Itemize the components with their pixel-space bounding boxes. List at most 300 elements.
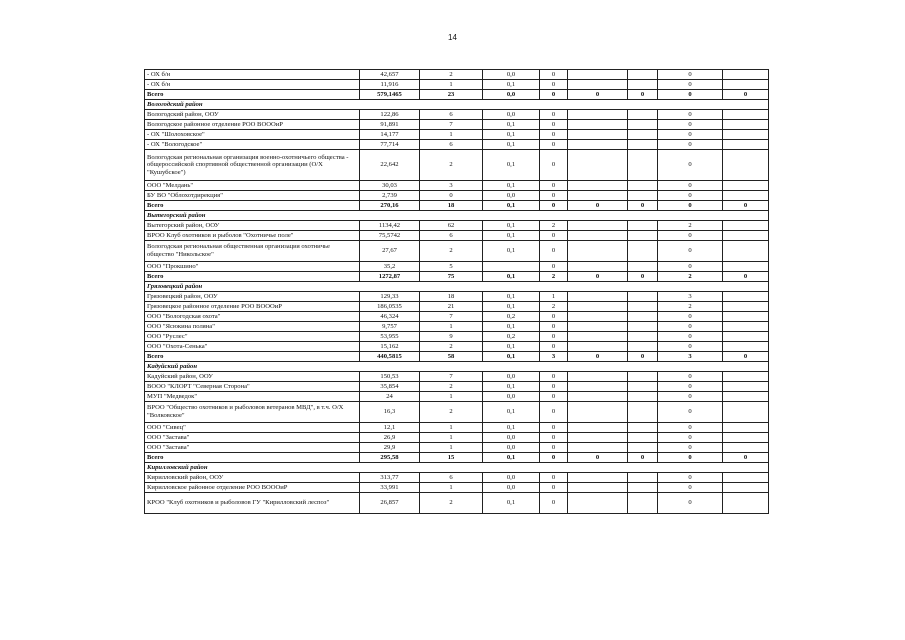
col7-cell: 0 <box>658 402 723 423</box>
organization-name: ООО "Прокшино" <box>145 262 360 272</box>
district-header-row <box>145 463 769 473</box>
area-cell: 9,757 <box>360 322 420 332</box>
col4-cell: 0 <box>540 382 568 392</box>
density-cell: 0,0 <box>483 90 540 100</box>
density-cell: 0,1 <box>483 402 540 423</box>
col6-cell <box>628 382 658 392</box>
col7-cell: 0 <box>658 90 723 100</box>
density-cell: 0,1 <box>483 221 540 231</box>
table-row <box>145 292 769 302</box>
col4-cell: 0 <box>540 322 568 332</box>
col4-cell: 0 <box>540 90 568 100</box>
col5-cell <box>568 312 628 322</box>
table-row <box>145 402 769 423</box>
col8-cell <box>723 342 769 352</box>
col4-cell: 0 <box>540 262 568 272</box>
col6-cell <box>628 191 658 201</box>
count-cell: 7 <box>420 120 483 130</box>
count-cell: 2 <box>420 382 483 392</box>
area-cell: 186,0535 <box>360 302 420 312</box>
col5-cell <box>568 80 628 90</box>
density-cell: 0,1 <box>483 181 540 191</box>
organization-name: - ОХ б/н <box>145 80 360 90</box>
total-row <box>145 90 769 100</box>
table-row <box>145 473 769 483</box>
table-row <box>145 140 769 150</box>
col7-cell: 0 <box>658 130 723 140</box>
count-cell: 1 <box>420 392 483 402</box>
count-cell: 2 <box>420 70 483 80</box>
count-cell: 1 <box>420 80 483 90</box>
col7-cell: 0 <box>658 473 723 483</box>
col7-cell: 0 <box>658 140 723 150</box>
density-cell: 0,1 <box>483 382 540 392</box>
col6-cell <box>628 110 658 120</box>
table-row <box>145 302 769 312</box>
col5-cell <box>568 423 628 433</box>
col4-cell: 0 <box>540 120 568 130</box>
count-cell: 9 <box>420 332 483 342</box>
district-header-row <box>145 362 769 372</box>
col4-cell: 0 <box>540 372 568 382</box>
count-cell: 1 <box>420 322 483 332</box>
organization-name: Всего <box>145 201 360 211</box>
col5-cell <box>568 433 628 443</box>
organization-name: Кирилловский район, ООУ <box>145 473 360 483</box>
table-row <box>145 241 769 262</box>
col5-cell <box>568 241 628 262</box>
density-cell: 0,1 <box>483 201 540 211</box>
area-cell: 270,16 <box>360 201 420 211</box>
district-header-row <box>145 100 769 110</box>
col7-cell: 3 <box>658 352 723 362</box>
count-cell: 2 <box>420 493 483 514</box>
col5-cell <box>568 181 628 191</box>
count-cell: 2 <box>420 342 483 352</box>
density-cell: 0,1 <box>483 231 540 241</box>
organization-name: ООО "Мелдань" <box>145 181 360 191</box>
col7-cell: 0 <box>658 80 723 90</box>
col5-cell <box>568 262 628 272</box>
table-row <box>145 332 769 342</box>
table-row <box>145 443 769 453</box>
col7-cell: 0 <box>658 453 723 463</box>
count-cell: 6 <box>420 231 483 241</box>
col4-cell: 0 <box>540 201 568 211</box>
district-header-filler <box>360 362 769 372</box>
area-cell: 2,739 <box>360 191 420 201</box>
area-cell: 122,86 <box>360 110 420 120</box>
col4-cell: 0 <box>540 392 568 402</box>
count-cell: 1 <box>420 483 483 493</box>
col4-cell: 0 <box>540 231 568 241</box>
col4-cell: 0 <box>540 191 568 201</box>
density-cell: 0,1 <box>483 80 540 90</box>
col4-cell: 0 <box>540 342 568 352</box>
col6-cell <box>628 241 658 262</box>
table-row <box>145 80 769 90</box>
table-row <box>145 483 769 493</box>
col6-cell <box>628 150 658 181</box>
table-row <box>145 262 769 272</box>
count-cell: 7 <box>420 372 483 382</box>
area-cell: 1272,87 <box>360 272 420 282</box>
col8-cell <box>723 221 769 231</box>
col5-cell <box>568 392 628 402</box>
col7-cell: 0 <box>658 382 723 392</box>
col6-cell <box>628 130 658 140</box>
col8-cell <box>723 231 769 241</box>
col7-cell: 0 <box>658 241 723 262</box>
col4-cell: 2 <box>540 221 568 231</box>
organization-name: Грязовецкий район, ООУ <box>145 292 360 302</box>
district-name: Вытегорский район <box>145 211 360 221</box>
count-cell: 23 <box>420 90 483 100</box>
col8-cell: 0 <box>723 453 769 463</box>
count-cell: 75 <box>420 272 483 282</box>
organization-name: МУП "Медведок" <box>145 392 360 402</box>
organization-name: Всего <box>145 90 360 100</box>
organization-name: ВРОО Клуб охотников и рыболов "Охотничье поле" <box>145 231 360 241</box>
count-cell: 6 <box>420 110 483 120</box>
col8-cell: 0 <box>723 352 769 362</box>
area-cell: 313,77 <box>360 473 420 483</box>
organization-name: ВООО "КЛОРТ "Северная Сторона" <box>145 382 360 392</box>
col5-cell <box>568 120 628 130</box>
col5-cell <box>568 70 628 80</box>
col5-cell <box>568 110 628 120</box>
col8-cell <box>723 181 769 191</box>
page-number: 14 <box>448 33 457 42</box>
col8-cell <box>723 292 769 302</box>
area-cell: 33,991 <box>360 483 420 493</box>
col6-cell <box>628 70 658 80</box>
density-cell: 0,0 <box>483 443 540 453</box>
district-header-row <box>145 282 769 292</box>
district-header-filler <box>360 282 769 292</box>
organization-name: Всего <box>145 272 360 282</box>
density-cell: 0,1 <box>483 292 540 302</box>
total-row <box>145 453 769 463</box>
count-cell: 18 <box>420 292 483 302</box>
col7-cell: 2 <box>658 272 723 282</box>
table-body <box>145 70 769 514</box>
table-row <box>145 322 769 332</box>
density-cell: 0,1 <box>483 352 540 362</box>
count-cell: 1 <box>420 423 483 433</box>
table-row <box>145 181 769 191</box>
col4-cell: 0 <box>540 433 568 443</box>
table-row <box>145 231 769 241</box>
col4-cell: 0 <box>540 332 568 342</box>
col4-cell: 0 <box>540 493 568 514</box>
area-cell: 16,3 <box>360 402 420 423</box>
col6-cell: 0 <box>628 90 658 100</box>
organization-name: ООО "Застава" <box>145 433 360 443</box>
col5-cell <box>568 332 628 342</box>
count-cell: 6 <box>420 140 483 150</box>
area-cell: 129,33 <box>360 292 420 302</box>
col8-cell: 0 <box>723 272 769 282</box>
organization-name: Кадуйский район, ООУ <box>145 372 360 382</box>
col4-cell: 0 <box>540 70 568 80</box>
col6-cell: 0 <box>628 272 658 282</box>
count-cell: 2 <box>420 150 483 181</box>
area-cell: 27,67 <box>360 241 420 262</box>
col4-cell: 0 <box>540 312 568 322</box>
area-cell: 42,657 <box>360 70 420 80</box>
total-row <box>145 201 769 211</box>
density-cell: 0,1 <box>483 493 540 514</box>
count-cell: 58 <box>420 352 483 362</box>
organization-name: ООО "Застава" <box>145 443 360 453</box>
col8-cell: 0 <box>723 90 769 100</box>
col8-cell <box>723 241 769 262</box>
count-cell: 5 <box>420 262 483 272</box>
table-row <box>145 130 769 140</box>
count-cell: 18 <box>420 201 483 211</box>
organization-name: Кирилловское районное отделение РОО ВОООиР <box>145 483 360 493</box>
density-cell: 0,1 <box>483 272 540 282</box>
district-header-row <box>145 211 769 221</box>
col5-cell <box>568 382 628 392</box>
density-cell: 0,1 <box>483 130 540 140</box>
col5-cell <box>568 322 628 332</box>
col8-cell <box>723 443 769 453</box>
area-cell: 440,5815 <box>360 352 420 362</box>
col8-cell <box>723 302 769 312</box>
col7-cell: 0 <box>658 392 723 402</box>
col7-cell: 0 <box>658 150 723 181</box>
area-cell: 24 <box>360 392 420 402</box>
col7-cell: 2 <box>658 302 723 312</box>
organization-name: БУ ВО "Облохотдирекция" <box>145 191 360 201</box>
col6-cell <box>628 140 658 150</box>
count-cell: 1 <box>420 443 483 453</box>
organization-name: Всего <box>145 453 360 463</box>
density-cell: 0,1 <box>483 322 540 332</box>
col5-cell <box>568 483 628 493</box>
col5-cell: 0 <box>568 453 628 463</box>
col4-cell: 2 <box>540 302 568 312</box>
area-cell: 35,2 <box>360 262 420 272</box>
organization-name: - ОХ б/н <box>145 70 360 80</box>
district-name: Кадуйский район <box>145 362 360 372</box>
col4-cell: 0 <box>540 130 568 140</box>
area-cell: 1134,42 <box>360 221 420 231</box>
col4-cell: 0 <box>540 453 568 463</box>
col5-cell: 0 <box>568 90 628 100</box>
col6-cell: 0 <box>628 352 658 362</box>
col7-cell: 0 <box>658 483 723 493</box>
district-header-filler <box>360 463 769 473</box>
area-cell: 26,9 <box>360 433 420 443</box>
col8-cell <box>723 150 769 181</box>
col7-cell: 0 <box>658 322 723 332</box>
organization-name: Грязовецкое районное отделение РОО ВОООиР <box>145 302 360 312</box>
count-cell: 15 <box>420 453 483 463</box>
area-cell: 14,177 <box>360 130 420 140</box>
col7-cell: 0 <box>658 312 723 322</box>
col6-cell <box>628 392 658 402</box>
total-row <box>145 352 769 362</box>
col4-cell: 3 <box>540 352 568 362</box>
density-cell <box>483 262 540 272</box>
count-cell: 2 <box>420 402 483 423</box>
density-cell: 0,1 <box>483 302 540 312</box>
col8-cell <box>723 473 769 483</box>
count-cell: 1 <box>420 130 483 140</box>
organization-name: Вологодская региональная организация военно-охотничьего общества - общероссийской спортивной общественной организации (О/Х "Кушубское") <box>145 150 360 181</box>
col4-cell: 0 <box>540 140 568 150</box>
col5-cell <box>568 140 628 150</box>
density-cell: 0,0 <box>483 70 540 80</box>
col7-cell: 0 <box>658 332 723 342</box>
col5-cell <box>568 372 628 382</box>
col7-cell: 0 <box>658 433 723 443</box>
col4-cell: 0 <box>540 483 568 493</box>
col5-cell <box>568 221 628 231</box>
col5-cell <box>568 130 628 140</box>
col6-cell <box>628 322 658 332</box>
col7-cell: 0 <box>658 70 723 80</box>
area-cell: 12,1 <box>360 423 420 433</box>
col5-cell <box>568 191 628 201</box>
area-cell: 53,955 <box>360 332 420 342</box>
col5-cell <box>568 292 628 302</box>
col6-cell <box>628 473 658 483</box>
density-cell: 0,2 <box>483 312 540 322</box>
col6-cell <box>628 221 658 231</box>
count-cell: 6 <box>420 473 483 483</box>
col5-cell <box>568 402 628 423</box>
col7-cell: 2 <box>658 221 723 231</box>
organization-name: ООО "Вологодская охота" <box>145 312 360 322</box>
table-row <box>145 433 769 443</box>
col5-cell <box>568 493 628 514</box>
organization-name: Вологодский район, ООУ <box>145 110 360 120</box>
table-row <box>145 392 769 402</box>
density-cell: 0,0 <box>483 392 540 402</box>
area-cell: 15,162 <box>360 342 420 352</box>
col6-cell <box>628 443 658 453</box>
table-row <box>145 312 769 322</box>
col5-cell <box>568 231 628 241</box>
col6-cell: 0 <box>628 201 658 211</box>
col4-cell: 0 <box>540 181 568 191</box>
col5-cell <box>568 473 628 483</box>
district-name: Вологодский район <box>145 100 360 110</box>
density-cell: 0,1 <box>483 140 540 150</box>
col4-cell: 0 <box>540 473 568 483</box>
count-cell: 7 <box>420 312 483 322</box>
density-cell: 0,1 <box>483 453 540 463</box>
organization-name: Всего <box>145 352 360 362</box>
density-cell: 0,1 <box>483 120 540 130</box>
table-row <box>145 70 769 80</box>
density-cell: 0,0 <box>483 110 540 120</box>
col8-cell <box>723 130 769 140</box>
col6-cell <box>628 120 658 130</box>
col7-cell: 0 <box>658 443 723 453</box>
organization-name: - ОХ "Вологодское" <box>145 140 360 150</box>
organization-name: ООО "Руслес" <box>145 332 360 342</box>
col5-cell <box>568 443 628 453</box>
density-cell: 0,2 <box>483 332 540 342</box>
col6-cell <box>628 402 658 423</box>
col8-cell <box>723 120 769 130</box>
col7-cell: 0 <box>658 201 723 211</box>
col4-cell: 0 <box>540 110 568 120</box>
area-cell: 11,916 <box>360 80 420 90</box>
count-cell: 1 <box>420 433 483 443</box>
organization-name: КРОО "Клуб охотников и рыболовов ГУ "Кирилловский леспоз" <box>145 493 360 514</box>
col6-cell <box>628 332 658 342</box>
district-header-filler <box>360 211 769 221</box>
density-cell: 0,1 <box>483 241 540 262</box>
count-cell: 62 <box>420 221 483 231</box>
col8-cell <box>723 322 769 332</box>
col5-cell: 0 <box>568 201 628 211</box>
count-cell: 3 <box>420 181 483 191</box>
density-cell: 0,1 <box>483 423 540 433</box>
organization-name: ООО "Ясюкина поляна" <box>145 322 360 332</box>
col5-cell <box>568 342 628 352</box>
col4-cell: 2 <box>540 272 568 282</box>
col8-cell <box>723 433 769 443</box>
col7-cell: 0 <box>658 262 723 272</box>
area-cell: 91,891 <box>360 120 420 130</box>
area-cell: 46,324 <box>360 312 420 322</box>
col6-cell <box>628 231 658 241</box>
col4-cell: 0 <box>540 423 568 433</box>
table-row <box>145 110 769 120</box>
district-header-filler <box>360 100 769 110</box>
col8-cell <box>723 140 769 150</box>
col6-cell <box>628 292 658 302</box>
count-cell: 21 <box>420 302 483 312</box>
area-cell: 77,714 <box>360 140 420 150</box>
col6-cell <box>628 483 658 493</box>
col6-cell: 0 <box>628 453 658 463</box>
organization-name: Вытегорский район, ООУ <box>145 221 360 231</box>
density-cell: 0,1 <box>483 150 540 181</box>
col5-cell <box>568 150 628 181</box>
col4-cell: 0 <box>540 80 568 90</box>
col6-cell <box>628 372 658 382</box>
col6-cell <box>628 262 658 272</box>
table-row <box>145 120 769 130</box>
area-cell: 579,1465 <box>360 90 420 100</box>
count-cell: 2 <box>420 241 483 262</box>
organization-name: ООО "Сивец" <box>145 423 360 433</box>
col8-cell <box>723 423 769 433</box>
col8-cell <box>723 80 769 90</box>
col4-cell: 1 <box>540 292 568 302</box>
col8-cell <box>723 191 769 201</box>
district-name: Грязовецкий район <box>145 282 360 292</box>
table-row <box>145 191 769 201</box>
table-row <box>145 221 769 231</box>
area-cell: 75,5742 <box>360 231 420 241</box>
col4-cell: 0 <box>540 443 568 453</box>
col7-cell: 0 <box>658 110 723 120</box>
col7-cell: 0 <box>658 493 723 514</box>
density-cell: 0,1 <box>483 342 540 352</box>
col8-cell <box>723 110 769 120</box>
col6-cell <box>628 302 658 312</box>
col7-cell: 0 <box>658 423 723 433</box>
